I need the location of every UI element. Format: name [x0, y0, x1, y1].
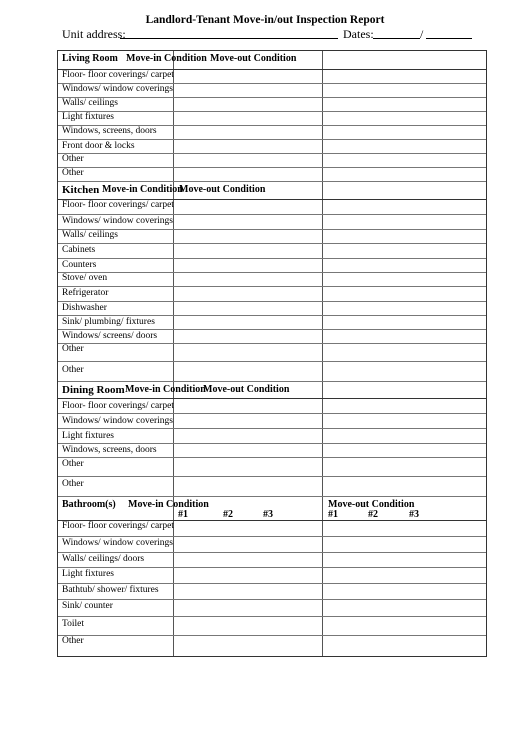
table-row[interactable]: [58, 167, 486, 182]
row-label: Other: [62, 636, 84, 646]
report-title: Landlord-Tenant Move-in/out Inspection Report: [145, 14, 385, 26]
table-row[interactable]: [58, 443, 486, 458]
row-label: Walls/ ceilings: [62, 98, 118, 108]
kitchen-header: [58, 181, 486, 200]
table-row[interactable]: [58, 616, 486, 636]
row-label: Walls/ ceilings/ doors: [62, 554, 145, 564]
row-label: Windows/ screens/ doors: [62, 331, 158, 341]
move-in-bathroom-2: #2: [223, 509, 233, 520]
row-label: Light fixtures: [62, 569, 114, 579]
living-room-title: Living Room: [62, 53, 118, 64]
table-row[interactable]: [58, 567, 486, 584]
move-in-bathroom-3: #3: [263, 509, 273, 520]
table-row[interactable]: [58, 69, 486, 84]
table-row[interactable]: [58, 153, 486, 168]
table-row[interactable]: [58, 315, 486, 330]
row-label: Sink/ plumbing/ fixtures: [62, 317, 155, 327]
dates-separator: /: [420, 27, 424, 41]
table-row[interactable]: [58, 329, 486, 344]
table-row[interactable]: [58, 583, 486, 600]
row-label: Other: [62, 459, 84, 469]
row-label: Light fixtures: [62, 112, 114, 122]
row-label: Other: [62, 344, 84, 354]
kitchen-move-out-header: Move-out Condition: [179, 184, 266, 195]
living-room-move-out-header: Move-out Condition: [210, 53, 297, 64]
table-row[interactable]: [58, 599, 486, 617]
dates-label: Dates:: [343, 27, 374, 41]
table-row[interactable]: [58, 361, 486, 382]
table-row[interactable]: [58, 258, 486, 273]
bathroom-move-in-header: Move-in Condition: [128, 499, 209, 510]
table-row[interactable]: [58, 457, 486, 477]
row-label: Front door & locks: [62, 141, 135, 151]
row-label: Windows, screens, doors: [62, 445, 157, 455]
table-row[interactable]: [58, 413, 486, 429]
table-row[interactable]: [58, 243, 486, 259]
row-label: Toilet: [62, 619, 85, 629]
row-label: Other: [62, 168, 84, 178]
row-label: Stove/ oven: [62, 273, 108, 283]
table-row[interactable]: [58, 272, 486, 287]
table-row[interactable]: [58, 476, 486, 497]
move-in-date-field[interactable]: [373, 27, 420, 39]
move-out-bathroom-1: #1: [328, 509, 338, 520]
table-row[interactable]: [58, 635, 486, 656]
row-label: Windows/ window coverings: [62, 416, 173, 426]
row-label: Cabinets: [62, 245, 96, 255]
row-label: Floor- floor coverings/ carpet: [62, 70, 174, 80]
table-row[interactable]: [58, 214, 486, 230]
table-row[interactable]: [58, 139, 486, 154]
dining-room-move-in-header: Move-in Condition: [125, 384, 206, 395]
table-row[interactable]: [58, 83, 486, 98]
table-row[interactable]: [58, 536, 486, 553]
table-row[interactable]: [58, 111, 486, 126]
row-label: Windows/ window coverings: [62, 216, 173, 226]
row-label: Windows/ window coverings: [62, 84, 173, 94]
table-row[interactable]: [58, 343, 486, 362]
living-room-move-in-header: Move-in Condition: [126, 53, 207, 64]
row-label: Light fixtures: [62, 431, 114, 441]
bathroom-header: [58, 496, 486, 521]
row-label: Floor- floor coverings/ carpet: [62, 200, 174, 210]
row-label: Windows, screens, doors: [62, 126, 157, 136]
bathroom-title: Bathroom(s): [62, 499, 116, 510]
bathroom-move-out-header: Move-out Condition: [328, 499, 415, 510]
row-label: Refrigerator: [62, 288, 109, 298]
address-dates-line: [62, 27, 502, 43]
table-row[interactable]: [58, 428, 486, 444]
living-room-header: [58, 51, 486, 70]
row-label: Counters: [62, 260, 97, 270]
move-out-bathroom-3: #3: [409, 509, 419, 520]
unit-address-label: Unit address:: [62, 27, 126, 41]
table-row[interactable]: [58, 520, 486, 537]
row-label: Floor- floor coverings/ carpet: [62, 521, 174, 531]
dining-room-move-out-header: Move-out Condition: [203, 384, 290, 395]
row-label: Other: [62, 154, 84, 164]
row-label: Dishwasher: [62, 303, 107, 313]
table-row[interactable]: [58, 398, 486, 414]
row-label: Walls/ ceilings: [62, 230, 118, 240]
move-out-date-field[interactable]: [426, 27, 472, 39]
table-row[interactable]: [58, 229, 486, 244]
inspection-form: [57, 50, 487, 657]
table-row[interactable]: [58, 301, 486, 316]
dining-room-header: [58, 381, 486, 399]
dining-room-title: Dining Room: [62, 384, 125, 396]
kitchen-title: Kitchen: [62, 184, 100, 196]
row-label: Sink/ counter: [62, 601, 113, 611]
move-in-bathroom-1: #1: [178, 509, 188, 520]
unit-address-field[interactable]: [120, 27, 338, 39]
row-label: Other: [62, 479, 84, 489]
kitchen-move-in-header: Move-in Condition: [102, 184, 183, 195]
table-row[interactable]: [58, 199, 486, 215]
row-label: Bathtub/ shower/ fixtures: [62, 585, 159, 595]
row-label: Other: [62, 365, 84, 375]
table-row[interactable]: [58, 125, 486, 140]
table-row[interactable]: [58, 286, 486, 302]
row-label: Floor- floor coverings/ carpet: [62, 401, 174, 411]
move-out-bathroom-2: #2: [368, 509, 378, 520]
table-row[interactable]: [58, 552, 486, 568]
table-row[interactable]: [58, 97, 486, 112]
row-label: Windows/ window coverings: [62, 538, 173, 548]
